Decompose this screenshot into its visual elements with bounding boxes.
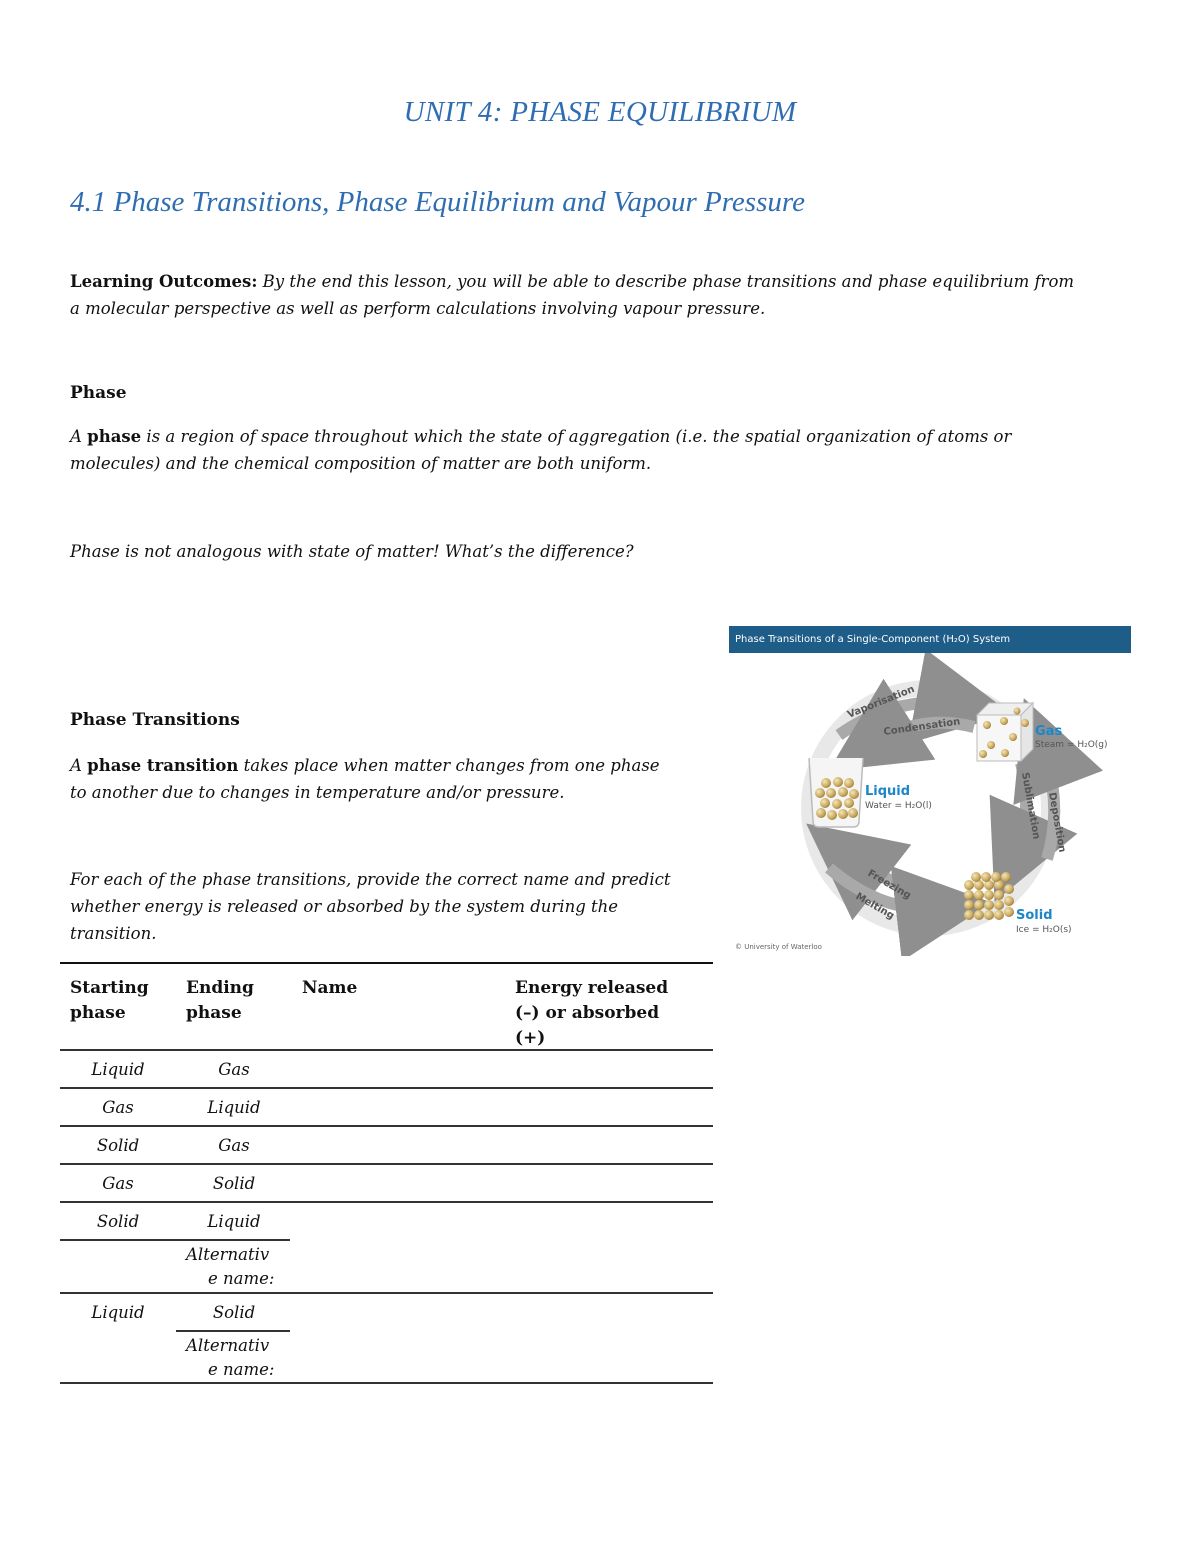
figure-credit: © University of Waterloo (735, 943, 822, 951)
melting-label: Melting (853, 891, 896, 922)
row-end-phase: Liquid (207, 1212, 261, 1231)
phase-definition (70, 423, 1140, 477)
solid-label: Solid (1016, 908, 1053, 923)
row-rule (60, 1163, 713, 1165)
row-end-phase: Gas (218, 1136, 250, 1155)
instructions-line1: For each of the phase transitions, provide the correct name and predict (70, 870, 671, 889)
phase-def-line2: molecules) and the chemical composition of matter are both uniform. (70, 454, 652, 473)
table-bottom-rule (60, 1382, 713, 1384)
learning-outcomes (70, 268, 1140, 322)
transitions-def-line2: to another due to changes in temperature and/or pressure. (70, 783, 565, 802)
row-partial-rule (60, 1239, 290, 1241)
row-start-phase: Solid (96, 1136, 140, 1155)
learning-outcomes-label: Learning Outcomes: (70, 272, 258, 291)
header-ending-phase: Ending phase (186, 978, 254, 1023)
sublimation-label: Sublimation (1019, 771, 1042, 841)
row-start-phase: Liquid (91, 1060, 145, 1079)
row-end-phase: Solid (212, 1174, 256, 1193)
condensation-label: Condensation (882, 716, 961, 738)
section-title: 4.1 Phase Transitions, Phase Equilibrium and Vapour Pressure (70, 186, 805, 218)
gas-sublabel: Steam = H₂O(g) (1035, 740, 1108, 750)
liquid-beaker-icon (809, 758, 863, 827)
table-top-rule (60, 962, 713, 964)
header-energy: Energy released (–) or absorbed (+) (515, 978, 669, 1048)
row-rule (60, 1125, 713, 1127)
learning-outcomes-line2: a molecular perspective as well as perform calculations involving vapour pressure. (70, 299, 766, 318)
header-rule (60, 1049, 713, 1051)
alternative-name-label: Alternativ e name: (186, 1245, 275, 1288)
row-start-phase: Liquid (91, 1303, 145, 1322)
transitions-definition (70, 752, 720, 806)
row-rule (60, 1087, 713, 1089)
solid-sublabel: Ice = H₂O(s) (1016, 925, 1072, 935)
row-start-phase: Solid (96, 1212, 140, 1231)
vaporisation-label: Vaporisation (846, 683, 917, 721)
learning-outcomes-line1: By the end this lesson, you will be able to describe phase transitions and phase equilibrium from (262, 272, 1075, 291)
gas-cube-icon (977, 703, 1033, 761)
liquid-label: Liquid (865, 784, 911, 799)
row-start-phase: Gas (102, 1098, 134, 1117)
instructions-line2: whether energy is released or absorbed by the system during the (70, 897, 619, 916)
transitions-def-term: phase transition (87, 756, 239, 775)
freezing-label: Freezing (865, 868, 913, 902)
row-partial-rule (176, 1330, 290, 1332)
instructions-line3: transition. (70, 924, 157, 943)
gas-label: Gas (1035, 724, 1063, 739)
liquid-sublabel: Water = H₂O(l) (865, 801, 932, 811)
row-rule (60, 1201, 713, 1203)
phase-def-prefix: A (70, 427, 88, 446)
row-start-phase: Gas (102, 1174, 134, 1193)
transitions-def-prefix: A (70, 756, 88, 775)
phase-heading: Phase (70, 383, 127, 403)
row-end-phase: Liquid (207, 1098, 261, 1117)
row-rule (60, 1292, 713, 1294)
transitions-heading: Phase Transitions (70, 710, 240, 730)
row-end-phase: Solid (212, 1303, 256, 1322)
phase-transition-diagram (729, 626, 1131, 956)
phase-question: Phase is not analogous with state of matter! What’s the difference? (70, 542, 634, 561)
phase-def-rest: is a region of space throughout which the state of aggregation (i.e. the spatial organization of atoms or (141, 427, 1012, 446)
header-starting-phase: Starting phase (70, 978, 149, 1023)
deposition-label: Deposition (1046, 791, 1068, 854)
transitions-instructions (70, 866, 720, 947)
transitions-def-rest: takes place when matter changes from one phase (238, 756, 660, 775)
row-end-phase: Gas (218, 1060, 250, 1079)
header-name: Name (302, 978, 358, 998)
phase-def-term: phase (87, 427, 142, 446)
diagram-title: Phase Transitions of a Single-Component (H₂O) System (729, 626, 1131, 653)
alternative-name-label: Alternativ e name: (186, 1336, 275, 1379)
unit-title: UNIT 4: PHASE EQUILIBRIUM (403, 96, 797, 128)
